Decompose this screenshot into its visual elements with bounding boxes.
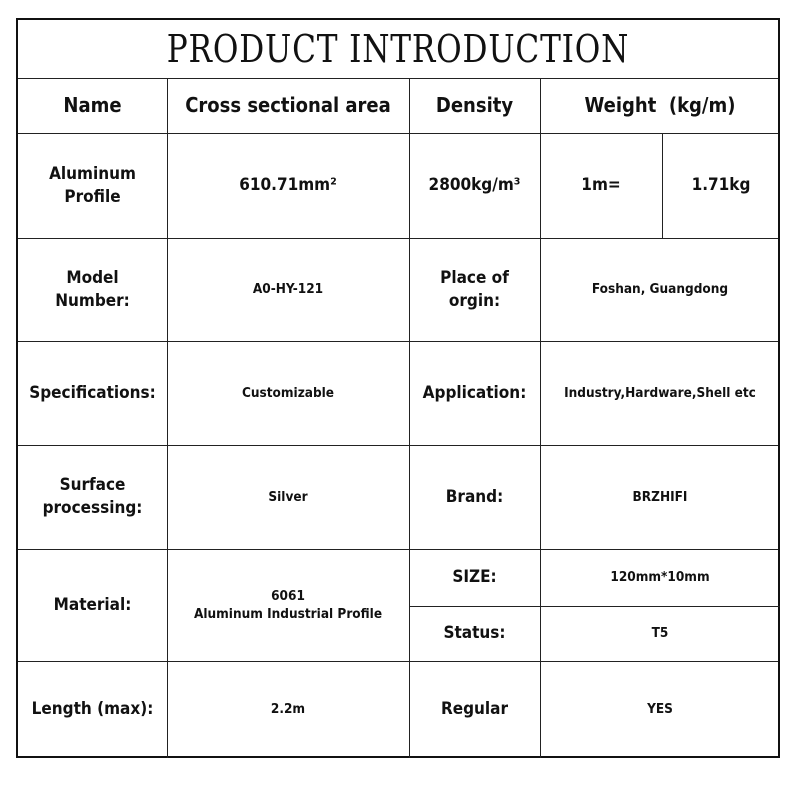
place-of-origin-label-line2: orgin: <box>448 290 501 311</box>
application-label: Application: <box>422 382 527 403</box>
product-introduction-table <box>16 18 780 758</box>
header-density: Density <box>435 93 514 117</box>
material-value-line2: Aluminum Industrial Profile <box>193 606 383 622</box>
length-max-label: Length (max): <box>31 699 154 720</box>
title-row <box>18 20 778 79</box>
place-of-origin-label <box>409 238 540 341</box>
surface-processing-label <box>18 445 167 549</box>
regular-value: YES <box>647 701 673 718</box>
size-label: SIZE: <box>452 567 497 588</box>
place-of-origin-value: Foshan, Guangdong <box>591 281 729 298</box>
brand-value: BRZHIFI <box>632 488 688 505</box>
aluminum-profile-label-line2: Profile <box>64 186 121 207</box>
application-value: Industry,Hardware,Shell etc <box>564 384 756 401</box>
regular-label: Regular <box>440 699 509 720</box>
material-value-line1: 6061 <box>271 587 305 604</box>
model-number-label <box>18 238 167 341</box>
material-label: Material: <box>53 594 132 615</box>
model-number-value: A0-HY-121 <box>252 281 324 298</box>
weight-value: 1.71kg <box>691 175 751 196</box>
header-name: Name <box>63 93 122 117</box>
surface-processing-value: Silver <box>268 488 308 505</box>
length-unit-value: 1m= <box>581 175 621 196</box>
header-cross-sectional-area: Cross sectional area <box>185 93 391 117</box>
surface-processing-label-line1: Surface <box>59 475 126 496</box>
model-number-label-line2: Number: <box>55 290 130 311</box>
place-of-origin-label-line1: Place of <box>440 267 509 288</box>
status-label: Status: <box>443 623 506 644</box>
size-value: 120mm*10mm <box>610 569 710 586</box>
aluminum-profile-label-line1: Aluminum <box>49 163 136 184</box>
surface-processing-label-line2: processing: <box>42 498 143 518</box>
specifications-value: Customizable <box>241 384 335 401</box>
model-number-label-line1: Model <box>66 267 119 288</box>
aluminum-profile-label <box>18 133 167 238</box>
cross-sectional-area-value: 610.71mm² <box>239 175 337 196</box>
status-value: T5 <box>651 625 669 642</box>
length-max-value: 2.2m <box>270 701 306 718</box>
density-value: 2800kg/m³ <box>428 175 521 196</box>
brand-label: Brand: <box>445 486 504 507</box>
specifications-label: Specifications: <box>29 382 156 403</box>
header-weight: Weight (kg/m) <box>584 93 736 117</box>
page-title: PRODUCT INTRODUCTION <box>166 27 630 71</box>
material-value <box>167 549 409 661</box>
